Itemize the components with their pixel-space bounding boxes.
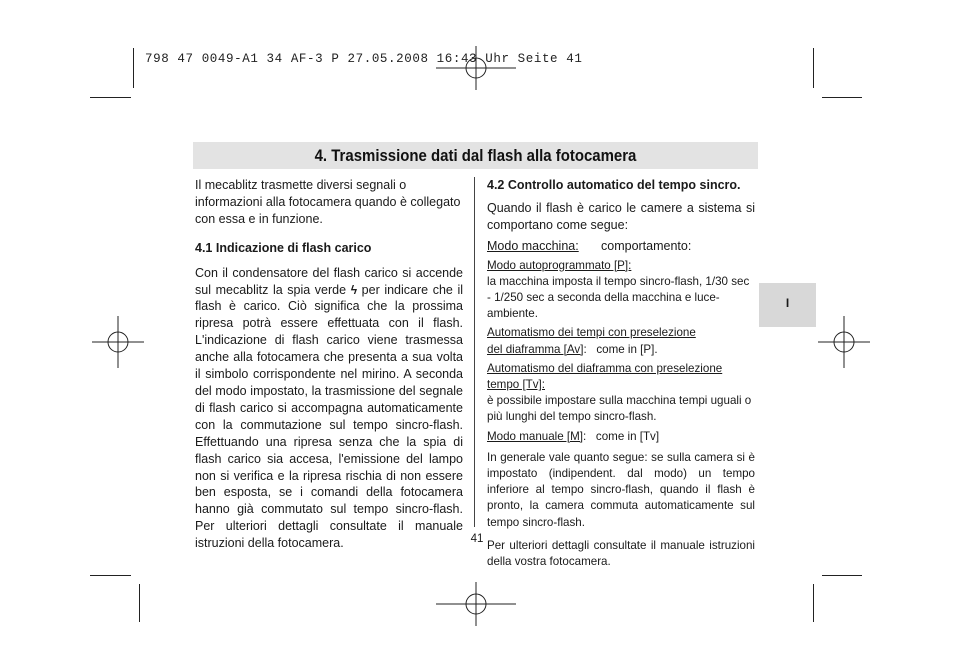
mode-m-label: Modo manuale [M]: [487, 429, 584, 443]
mode-av-label-line1: Automatismo dei tempi con preselezione: [487, 326, 696, 340]
registration-mark-left: [92, 316, 144, 368]
mode-av-desc: come in [P].: [596, 342, 658, 356]
section-title: 4. Trasmissione dati dal flash alla fotocamera: [314, 146, 637, 165]
section-title-bar: [193, 142, 758, 169]
behaviour-label: comportamento:: [601, 238, 692, 253]
mode-m-desc: come in [Tv]: [595, 429, 660, 443]
print-header: 798 47 0049-A1 34 AF-3 P 27.05.2008 16:43 Uhr Seite 41: [145, 52, 583, 66]
mode-tv-desc: è possibile impostare sulla macchina tempi uguali o più lunghi del tempo sincro-flash.: [487, 394, 752, 424]
mode-tv-label: Automatismo del diaframma con preselezione tempo [Tv]:: [487, 361, 723, 392]
registration-mark-bottom: [436, 582, 516, 626]
intro-paragraph: Il mecablitz trasmette diversi segnali o informazioni alla fotocamera quando è collegato con essa e in funzione.: [195, 178, 461, 226]
mode-label: Modo macchina:: [487, 238, 579, 253]
registration-mark-top: [436, 46, 516, 90]
sub-heading-4-1: 4.1 Indicazione di flash carico: [195, 240, 372, 255]
more-details-paragraph: Per ulteriori dettagli consultate il manuale istruzioni della vostra fotocamera.: [487, 538, 755, 569]
mode-p-label: Modo autoprogrammato [P]:: [487, 258, 632, 272]
column-divider: [474, 177, 475, 527]
language-tab-label: I: [785, 296, 790, 310]
registration-mark-right: [818, 316, 870, 368]
mode-header-row: [487, 238, 755, 255]
general-rule-paragraph: In generale vale quanto segue: se sulla camera si è impostato (indipendent. dal modo) un tempo inferiore al tempo sincro-flash, quando il flash è pronto, la camera commuta automaticamente sul tempo sincro-flash.: [487, 450, 755, 529]
flash-ready-paragraph: [195, 265, 463, 552]
left-column: [195, 177, 463, 552]
flash-ready-text-rest: per indicare che il flash è carico. Ciò significa che la prossima ripresa potrà essere effettuata con il flash. L'indicazione di flash carico viene trasmessa anche alla fotocamera che presenta a sua volta il simbolo corrispondente nel mirino. A seconda del modo impostato, la trasmissione del segnale di flash carico si accompagna automaticamente con la commutazione sul tempo sincro-flash. Effettuando una ripresa senza che la spia di flash carico sia accesa, l'emissione del lampo non si verifica e la ripresa rischia di non essere ben esposta, se i comandi della fotocamera hanno già commutato sul tempo sincro-flash. Per ulteriori dettagli consultate il manuale istruzioni della fotocamera.: [195, 282, 464, 551]
language-tab: [759, 283, 816, 327]
right-intro: Quando il flash è carico le camere a sistema si comportano come segue:: [487, 200, 755, 232]
flash-icon: ϟ: [350, 282, 358, 297]
mode-p-desc: la macchina imposta il tempo sincro-flash, 1/30 sec - 1/250 sec a seconda della macchina e luce-ambiente.: [487, 274, 750, 321]
page-number: 41: [470, 533, 484, 545]
mode-av-label-line2: del diaframma [Av]: [487, 342, 584, 356]
flash-ready-text-start: Con il condensatore del flash carico si accende sul mecablitz la spia verde: [195, 265, 463, 297]
right-column: 4.2 Controllo automatico del tempo sincro. Quando il flash è carico le camere a sistema si comportano come segue: Modo macchina: comportamento: Modo autoprogrammato [P]: la macchina imposta il tempo sincro-flash, 1/30 sec - 1/250 sec a seconda della macchina e luce-ambiente. Automatismo dei tempi con preselezione del diaframma [Av]: come in [P]. Automatismo del diaframma con preselezione tempo [Tv]: è possibile impostare sulla macchina tempi uguali o più lunghi del tempo sincro-flash. Modo manuale [M]: come in [Tv] In generale vale quanto segue: se sulla camera si è impostato (indipendent. dal modo) un tempo inferiore al tempo sincro-flash, quando il flash è pronto, la camera commuta automaticamente sul tempo sincro-flash. Per ulteriori dettagli consultate il manuale istruzioni della vostra fotocamera.: [487, 177, 755, 570]
sub-heading-4-2: 4.2 Controllo automatico del tempo sincro.: [487, 178, 741, 192]
